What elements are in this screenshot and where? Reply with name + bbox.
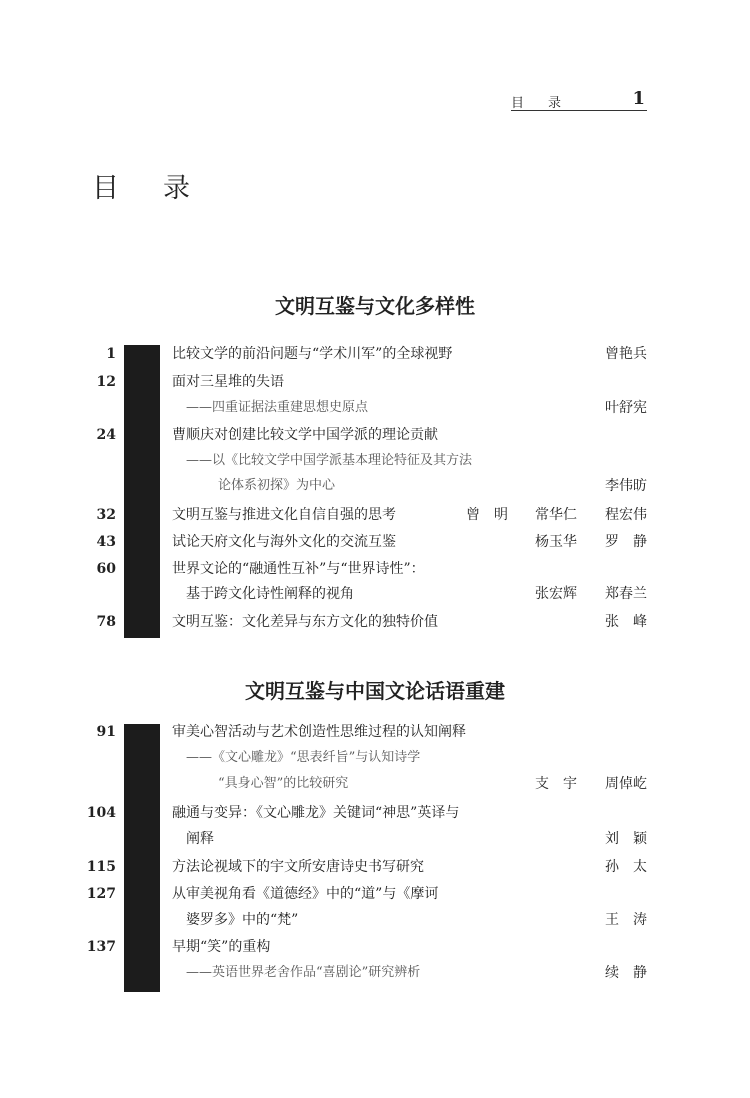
- toc-entry-subtitle: “具身心智”的比较研究: [218, 776, 349, 791]
- toc-author: 郑春兰: [605, 586, 647, 602]
- toc-entry-subtitle: ——以《比较文学中国学派基本理论特征及其方法: [186, 453, 473, 468]
- toc-author: 曾 明: [466, 507, 508, 523]
- toc-entry-subtitle: ——英语世界老舍作品“喜剧论”研究辨析: [186, 965, 421, 980]
- toc-page-number: 32: [96, 507, 116, 523]
- toc-author: 叶舒宪: [605, 400, 647, 416]
- toc-entry-title-cont[interactable]: 阐释: [186, 831, 214, 847]
- toc-author: 刘 颖: [605, 831, 647, 847]
- toc-page-number: 104: [86, 805, 116, 821]
- toc-author: 常华仁: [535, 507, 577, 523]
- toc-page-number: 91: [96, 724, 116, 740]
- toc-page-number: 78: [96, 614, 116, 630]
- toc-entry-title-cont[interactable]: 基于跨文化诗性阐释的视角: [186, 586, 354, 602]
- toc-page-number: 115: [86, 859, 116, 875]
- toc-author: 程宏伟: [605, 507, 647, 523]
- toc-entry-title[interactable]: 世界文论的“融通性互补”与“世界诗性”：: [172, 561, 425, 577]
- toc-entry-title[interactable]: 试论天府文化与海外文化的交流互鉴: [172, 534, 396, 550]
- toc-entry-title[interactable]: 融通与变异：《文心雕龙》关键词“神思”英译与: [172, 805, 460, 821]
- toc-author: 王 涛: [605, 912, 647, 928]
- toc-author: 续 静: [605, 965, 647, 981]
- toc-entry-title[interactable]: 比较文学的前沿问题与“学术川军”的全球视野: [172, 346, 453, 362]
- toc-entry-title[interactable]: 文明互鉴与推进文化自信自强的思考: [172, 507, 396, 523]
- toc-entry-title-cont[interactable]: 婆罗多》中的“梵”: [186, 912, 299, 928]
- toc-entry-title[interactable]: 面对三星堆的失语: [172, 374, 284, 390]
- toc-author: 张 峰: [605, 614, 647, 630]
- toc-entry-title[interactable]: 文明互鉴：文化差异与东方文化的独特价值: [172, 614, 438, 630]
- toc-author: 罗 静: [605, 534, 647, 550]
- page-title: 目录: [92, 173, 234, 204]
- running-head: [511, 88, 647, 111]
- toc-page-number: 12: [96, 374, 116, 390]
- toc-author: 孙 太: [605, 859, 647, 875]
- toc-entry-title[interactable]: 方法论视域下的宇文所安唐诗史书写研究: [172, 859, 424, 875]
- running-head-title: 目录: [511, 96, 586, 111]
- toc-entry-title[interactable]: 曹顺庆对创建比较文学中国学派的理论贡献: [172, 427, 438, 443]
- toc-page-number: 1: [106, 346, 116, 362]
- toc-author: 张宏辉: [535, 586, 577, 602]
- running-head-page-number: 1: [632, 88, 645, 109]
- toc-entry-title[interactable]: 早期“笑”的重构: [172, 939, 271, 955]
- section-bar: [124, 345, 160, 638]
- toc-entry-subtitle: ——四重证据法重建思想史原点: [186, 400, 369, 415]
- toc-entry-title[interactable]: 从审美视角看《道德经》中的“道”与《摩诃: [172, 886, 439, 902]
- toc-page-number: 127: [86, 886, 116, 902]
- toc-entry-title[interactable]: 审美心智活动与艺术创造性思维过程的认知阐释: [172, 724, 466, 740]
- toc-author: 支 宇: [535, 776, 577, 792]
- toc-entry-subtitle: ——《文心雕龙》“思表纤旨”与认知诗学: [186, 750, 421, 765]
- section-bar: [124, 724, 160, 992]
- toc-author: 杨玉华: [535, 534, 577, 550]
- section-title: 文明互鉴与中国文论话语重建: [245, 679, 505, 703]
- toc-page-number: 60: [96, 561, 116, 577]
- toc-author: 曾艳兵: [605, 346, 647, 362]
- toc-page-number: 24: [96, 427, 116, 443]
- section-title: 文明互鉴与文化多样性: [275, 294, 475, 318]
- toc-author: 周倬屹: [605, 776, 647, 792]
- toc-entry-subtitle: 论体系初探》为中心: [218, 478, 336, 493]
- toc-page-number: 43: [96, 534, 116, 550]
- toc-page-number: 137: [86, 939, 116, 955]
- toc-author: 李伟昉: [605, 478, 647, 494]
